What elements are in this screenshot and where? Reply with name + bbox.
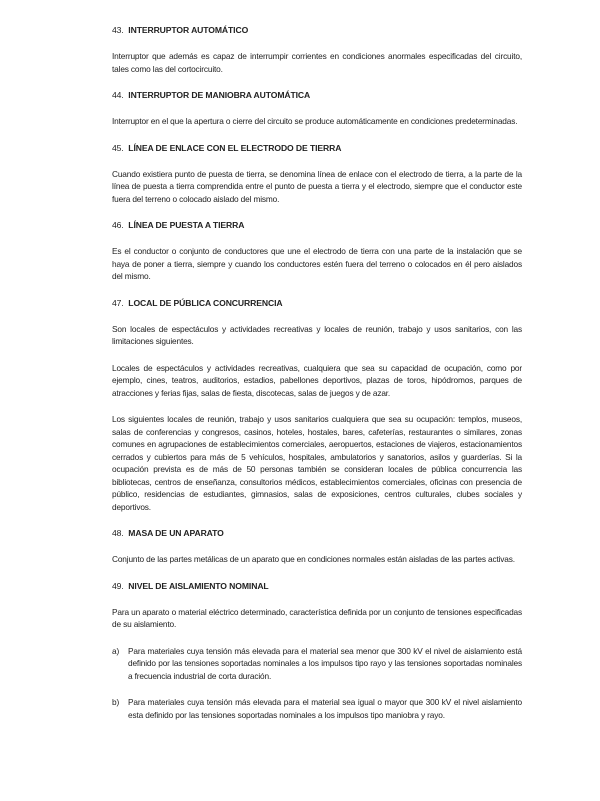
section-paragraph: Interruptor que además es capaz de interrumpir corrientes en condiciones anormales especificadas del circuito, tales como las del cortocircuito. [112, 51, 522, 74]
list-item-text: Para materiales cuya tensión más elevada para el material sea menor que 300 kV el nivel de aislamiento está definido por las tensiones soportadas nominales a los impulsos tipo rayo y las tensiones soportadas nominales a frecuencia industrial de corta duración. [128, 645, 522, 681]
section-number: 48. [112, 528, 124, 538]
section-paragraph: Es el conductor o conjunto de conductores que une el electrodo de tierra con una parte de la instalación que se haya de poner a tierra, siempre y cuando los conductores estén fuera del terreno o colocados en él pero aislados del mismo. [112, 246, 522, 281]
section-title: LÍNEA DE ENLACE CON EL ELECTRODO DE TIERRA [128, 142, 342, 153]
section-paragraph: Los siguientes locales de reunión, trabajo y usos sanitarios cualquiera que sea su ocupación: templos, museos, salas de conferencias y congresos, casinos, hoteles, hostales, bares, cafeterías, restaurantes o similares, zonas comunes en agrupaciones de establecimientos comerciales, aeropuertos, estaciones de viajeros, estacionamientos cerrados y cubiertos para más de 5 vehículos, hospitales, ambulatorios y sanatorios, asilos y guarderías. Si la ocupación prevista es de más de 50 personas también se consideran locales de pública concurrencia las bibliotecas, centros de enseñanza, consultorios médicos, establecimientos comerciales, oficinas con presencia de público, residencias de estudiantes, gimnasios, salas de exposiciones, centros culturales, clubes sociales y deportivos. [112, 414, 522, 512]
section-title: NIVEL DE AISLAMIENTO NOMINAL [128, 580, 269, 591]
section-number: 44. [112, 90, 124, 100]
section-number: 46. [112, 220, 124, 230]
section-45 [112, 142, 522, 206]
section-paragraph: Conjunto de las partes metálicas de un aparato que en condiciones normales están aisladas de las partes activas. [112, 554, 515, 564]
section-number: 49. [112, 580, 124, 591]
section-49 [112, 580, 522, 722]
section-title: INTERRUPTOR AUTOMÁTICO [128, 25, 249, 35]
section-48 [112, 527, 522, 566]
section-46 [112, 219, 522, 283]
section-paragraph: Locales de espectáculos y actividades recreativas, cualquiera que sea su capacidad de ocupación, como por ejemplo, cines, teatros, auditorios, estadios, pabellones deportivos, plazas de toros, hipódromos, parques de atracciones y ferias fijas, salas de fiesta, discotecas, salas de juegos y de azar. [112, 362, 522, 398]
section-paragraph: Interruptor en el que la apertura o cierre del circuito se produce automáticamente en condiciones predeterminadas. [112, 116, 518, 126]
list-marker: b) [112, 697, 120, 707]
section-paragraph: Para un aparato o material eléctrico determinado, característica definida por un conjunto de tensiones especificadas de su aislamiento. [112, 606, 522, 629]
list-item-text: Para materiales cuya tensión más elevada para el material sea igual o mayor que 300 kV el nivel aislamiento esta definido por las tensiones soportadas nominales a los impulsos tipo maniobra y rayo. [128, 697, 522, 720]
section-47 [112, 297, 522, 514]
section-title: LÍNEA DE PUESTA A TIERRA [128, 220, 245, 230]
section-title: MASA DE UN APARATO [128, 528, 224, 538]
section-heading [112, 580, 522, 592]
section-heading [112, 297, 522, 309]
list-item [112, 645, 522, 683]
list-marker: a) [112, 645, 120, 656]
section-heading [112, 24, 522, 36]
section-number: 43. [112, 25, 124, 35]
section-heading [112, 142, 522, 154]
section-paragraph: Cuando existiera punto de puesta de tierra, se denomina línea de enlace con el electrodo de tierra, a la parte de la línea de puesta a tierra comprendida entre el punto de puesta a tierra y el electrodo, siempre que el conductor este fuera del terreno o colocado aislado del mismo. [112, 168, 522, 204]
section-number: 45. [112, 142, 124, 153]
section-title: INTERRUPTOR DE MANIOBRA AUTOMÁTICA [128, 90, 311, 100]
list-item [112, 696, 522, 721]
section-heading [112, 527, 522, 539]
section-44 [112, 89, 522, 128]
section-number: 47. [112, 297, 124, 308]
section-heading [112, 219, 522, 231]
section-heading [112, 89, 522, 101]
section-title: LOCAL DE PÚBLICA CONCURRENCIA [128, 297, 283, 308]
section-paragraph: Son locales de espectáculos y actividades recreativas y locales de reunión, trabajo y usos sanitarios, con las limitaciones siguientes. [112, 323, 522, 346]
section-43 [112, 24, 522, 75]
